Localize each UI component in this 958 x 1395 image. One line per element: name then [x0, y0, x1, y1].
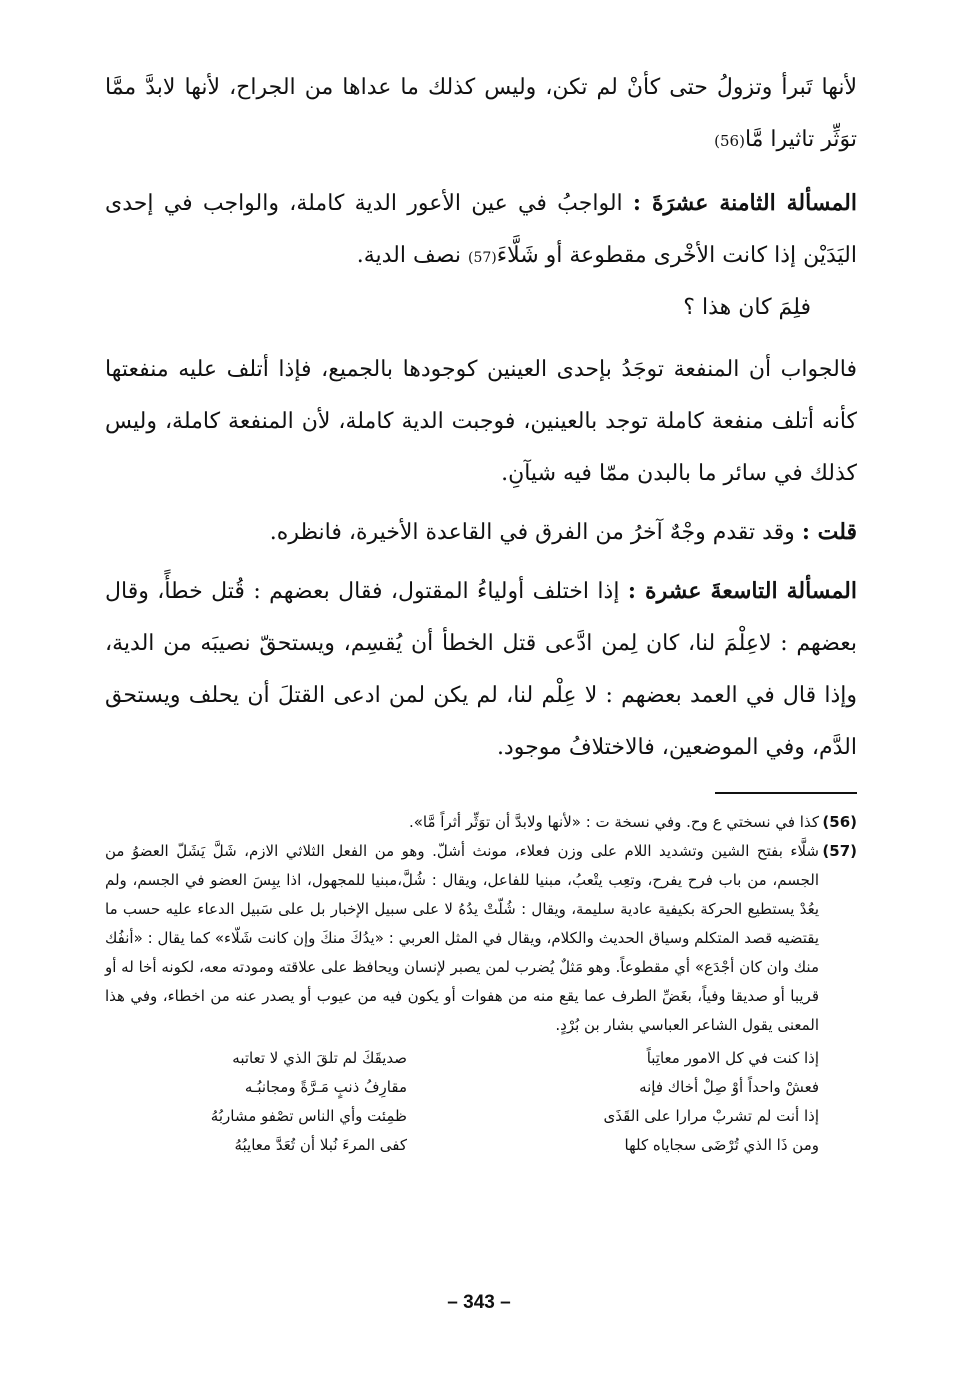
footnote-number: (57) — [822, 842, 857, 860]
footnote-reference-56: (56) — [714, 132, 745, 150]
paragraph-question-19 — [105, 565, 857, 774]
book-page — [105, 62, 857, 1362]
footnote-56 — [105, 808, 857, 837]
paragraph-continuation — [105, 62, 857, 167]
footnote-number: (56) — [822, 813, 857, 831]
footnote-text: شلَّاء بفتح الشين وتشديد اللام على وزن فعلاء، مونث أشلّ. وهو من الفعل الثلاثي الازم، شَلَّ يَشَلّ العضوُ من الجسم، من باب فرح يفرح، وتعِب يتْعبُ، مبنيا للفاعل، ويقال : شُلَّ،مبنيا للمجهول، اذا يبِسَ العضو في الجسم، ولم يعُدْ يستطيع الحركة بكيفية عادية سليمة، ويقال : شُلّتْ يدُهُ لا على سبيل الإخبار بل على سَبيل الدعاء عليه حسب ما يقتضيه قصد المتكلم وسياق الحديث والكلام، ويقال في المثل العربي : «يدُكَ منكَ وإن كانت شَلّاء» كما يقال : «أنفُك منك وان كان أجْدَع» أي مقطوعاً. وهو مَثلٌ يُضرب لمن يصبر لإنسان ويحافظ على علاقته ومودته معه، لكونه أخا له أو قريبا أو صديقا وفياً، بغَضِّ الطرف عما يقع منه من هفوات أو يكون فيه من عيوب أو يصدر عنه من اخطاء، وفي هذا المعنى يقول الشاعر العباسي بشار بن بُرْدٍ. — [105, 842, 819, 1034]
verse-3-second-hemistich: ظمِئت وأي الناس تصْفو مشاربُهُ — [210, 1107, 407, 1125]
paragraph-text: لأنها تَبرأ وتزولُ حتى كأنْ لم تكن، وليس كذلك ما عداها من الجراح، لأنها لابدَّ ممَّا توَثِّر تاثيرا مَّا — [105, 75, 857, 152]
paragraph-answer — [105, 344, 857, 500]
footnotes — [105, 808, 857, 1160]
verse-1-second-hemistich: صديقَكَ لم تلقَ الذي لا تعاتبه — [232, 1049, 407, 1067]
paragraph-question-18 — [105, 177, 857, 284]
paragraph-question-line — [105, 282, 857, 334]
footnote-separator — [715, 792, 857, 794]
paragraph-remark — [105, 506, 857, 559]
footnote-57 — [105, 837, 857, 1040]
verse-1-first-hemistich: إذا كنت في كل الامور معاتِباً — [646, 1049, 819, 1067]
footnote-text: كذا في نسختي ع وح. وفي نسخة ت : «لأنها ولابدَّ أن توَثِّر أثراً مَّا». — [408, 813, 819, 831]
poem-verses — [105, 1044, 819, 1160]
paragraph-text-end: نصف الدية. — [356, 243, 468, 268]
paragraph-text: إذا اختلف أولياءُ المقتول، فقال بعضهم : قُتل خطأً، وقال بعضهم : لاعِلْمَ لنا، كان لِمن ادَّعى قتل الخطأ أن يُقسِم، ويستحقّ نصيبَه من الدية، وإذا قال في العمد بعضهم : لا عِلْم لنا، لم يكن لمن ادعى القتلَ أن يحلف ويستحق الدَّم، وفي الموضعين، فالاختلافُ موجود. — [105, 579, 857, 760]
paragraph-text: فالجواب أن المنفعة توجَدُ بإحدى العينين كوجودها بالجميع، فإذا أتلف عليه منفعتها كأنه أتلف منفعة كاملة توجد بالعينين، فوجبت الدية كاملة، لأن المنفعة كاملة، وليس كذلك في سائر ما بالبدن ممّا فيه شيآنِ. — [105, 357, 857, 486]
verse-2-first-hemistich: فعشْ واحداً أوْ صِلْ أخاك فإنه — [639, 1078, 819, 1096]
paragraph-text: فلِمَ كان هذا ؟ — [683, 295, 811, 320]
remark-heading: قلت : — [801, 519, 857, 545]
question-heading: المسألة التاسعةَ عشرة : — [627, 578, 857, 604]
footnote-reference-57: (57) — [467, 250, 497, 266]
verse-3-first-hemistich: إذا أنت لم تشربْ مرارا على القَذَى — [603, 1107, 819, 1125]
paragraph-text: الواجبُ في عين الأعور الدية كاملة، والواجب في إحدى اليَدَيْن إذا كانت الأخْرى مقطوعة أو شَلَّاءَ — [105, 191, 857, 268]
verse-4-first-hemistich: ومن ذَا الذي تُرْضَى سجاياه كلها — [624, 1136, 819, 1154]
verse-2-second-hemistich: مقارِفُ ذنبٍ مَـرَّةً ومجانبُـه — [244, 1078, 407, 1096]
paragraph-text: وقد تقدم وجْهٌ آخرُ من الفرق في القاعدة الأخيرة، فانظره. — [269, 520, 802, 545]
verse-4-second-hemistich: كفى المرءَ نُبلا أن تُعَدَّ معايبُهُ — [234, 1136, 407, 1154]
question-heading: المسألة الثامنة عشرَةَ : — [632, 190, 857, 216]
page-number: – 343 – — [447, 1292, 511, 1313]
